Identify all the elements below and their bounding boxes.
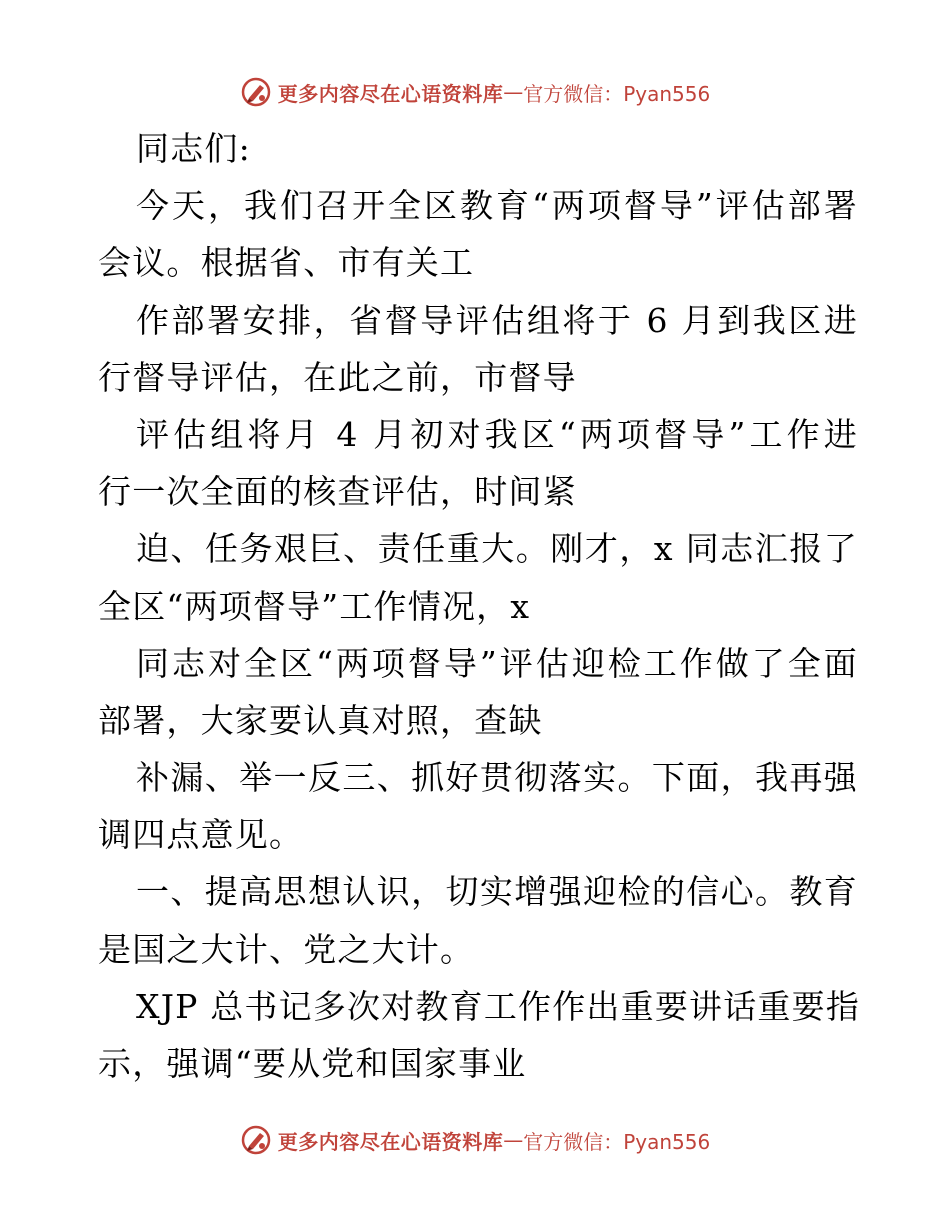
text-line: 作部署安排，省督导评估组将于 6 月到我区进 xyxy=(136,300,858,340)
document-body xyxy=(98,120,861,1092)
watermark-text: 更多内容尽在心语资料库 xyxy=(277,1129,504,1154)
text-line: 同志们: xyxy=(136,129,251,168)
text-line: 调四点意见。 xyxy=(98,815,304,855)
text-line: 部署，大家要认真对照，查缺 xyxy=(98,700,543,740)
text-line: 评估组将月 4 月初对我区“两项督导”工作进 xyxy=(136,414,858,454)
text-line: 一、提高思想认识，切实增强迎检的信心。教育 xyxy=(136,872,858,912)
text-line: 是国之大计、党之大计。 xyxy=(98,929,475,969)
pen-seal-icon xyxy=(240,1124,272,1156)
text-line: 迫、任务艰巨、责任重大。刚才，x 同志汇报了 xyxy=(136,529,858,569)
watermark-dash: — xyxy=(503,1128,524,1152)
footer-watermark xyxy=(0,1120,950,1160)
text-line: XJP 总书记多次对教育工作作出重要讲话重要指 xyxy=(136,986,861,1026)
text-line: 今天，我们召开全区教育“两项督导”评估部署 xyxy=(136,186,858,226)
text-line: 同志对全区“两项督导”评估迎检工作做了全面 xyxy=(136,643,858,683)
watermark-sub: 官方微信：Pyan556 xyxy=(523,81,711,106)
watermark-sub: 官方微信：Pyan556 xyxy=(523,1129,711,1154)
watermark-text: 更多内容尽在心语资料库 xyxy=(277,81,504,106)
text-line: 行督导评估，在此之前，市督导 xyxy=(98,357,577,397)
text-line: 补漏、举一反三、抓好贯彻落实。下面，我再强 xyxy=(136,758,858,798)
text-line: 示，强调“要从党和国家事业 xyxy=(98,1044,527,1083)
header-watermark xyxy=(0,72,950,112)
text-line: 行一次全面的核查评估，时间紧 xyxy=(98,472,577,512)
text-line: 全区“两项督导”工作情况，x xyxy=(98,586,531,626)
text-line: 会议。根据省、市有关工 xyxy=(98,243,475,283)
pen-seal-icon xyxy=(240,76,272,108)
watermark-dash: — xyxy=(503,80,524,104)
